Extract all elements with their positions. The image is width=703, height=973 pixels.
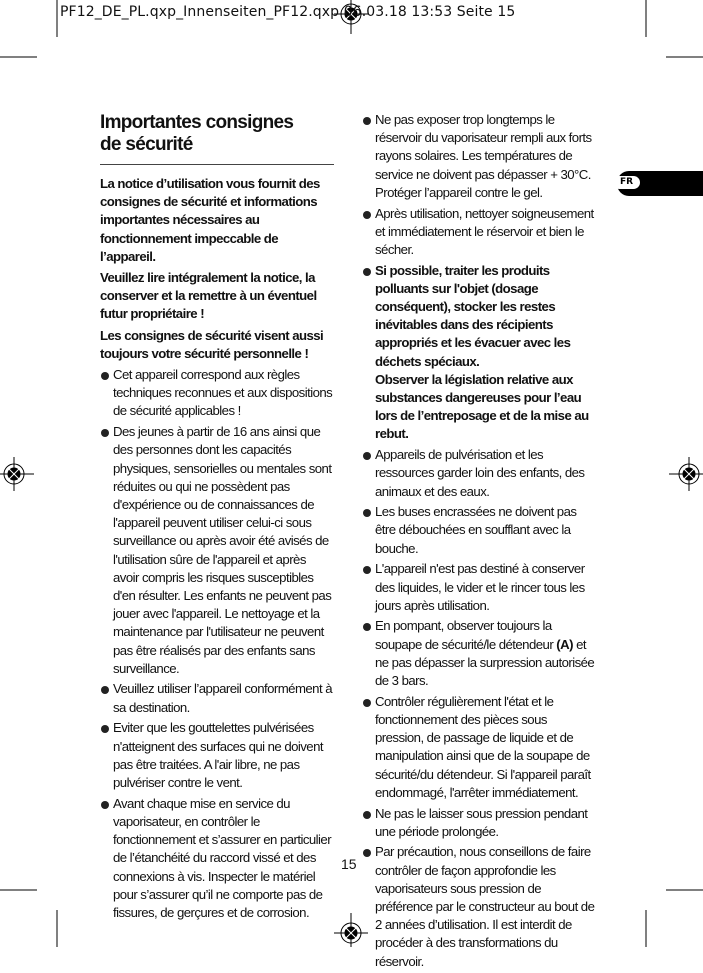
- safety-item: Par précaution, nous conseillons de faire contrôler de façon approfondie les vaporisateurs sous pression de préférence par le constructeur au bout de 2 années d’utilisation. Il est interdit de procéder à des transformations du réservoir.: [362, 843, 596, 970]
- safety-list-right: [362, 111, 596, 971]
- title-line-1: Importantes consignes: [100, 112, 294, 133]
- valve-text-before: En pompant, observer toujours la soupape de sécurité/le détendeur: [375, 618, 557, 652]
- intro-paragraph: La notice d’utilisation vous fournit des consignes de sécurité et informations importantes nécessaires au fonctionnement impeccable de l’appareil.: [100, 176, 320, 264]
- safety-item: Les buses encrassées ne doivent pas être débouchées en soufflant avec la bouche.: [362, 503, 596, 558]
- safety-item: Appareils de pulvérisation et les ressources garder loin des enfants, des animaux et des eaux.: [362, 446, 596, 501]
- print-header: PF12_DE_PL.qxp_Innenseiten_PF12.qxp 06.03.18 13:53 Seite 15: [60, 4, 516, 20]
- intro-paragraph: Les consignes de sécurité visent aussi toujours votre sécurité personnelle !: [100, 327, 324, 361]
- right-column: [362, 111, 596, 973]
- bold-item-main: Si possible, traiter les produits polluants sur l'objet (dosage conséquent), stocker les restes inévitables dans des récipients appropriés et les évacuer avec les déchets spéciaux.: [375, 262, 571, 369]
- safety-item: Contrôler régulièrement l'état et le fonctionnement des pièces sous pression, de passage de liquide et de manipulation ainsi que de la soupape de sécurité/du détendeur. Si l'appareil paraît endommagé, l'arrêter immédiatement.: [362, 693, 596, 802]
- safety-item: Veuillez utiliser l’appareil conformément à sa destination.: [100, 680, 334, 716]
- left-column: [100, 112, 334, 925]
- safety-item: L'appareil n'est pas destiné à conserver des liquides, le vider et le rincer tous les jours après utilisation.: [362, 560, 596, 615]
- intro-block: [100, 175, 334, 363]
- safety-item: Des jeunes à partir de 16 ans ainsi que des personnes dont les capacités physiques, sensorielles ou mentales sont réduites ou qui ne possèdent pas d'expérience ou de connaissances de l'appareil peuvent utiliser celui-ci sous surveillance ou après avoir été avisés de l'utilisation sûre de l'appareil et après avoir compris les risques susceptibles d'en résulter. Les enfants ne peuvent pas jouer avec l'appareil. Le nettoyage et la maintenance par l'utilisateur ne peuvent pas être réalisés par des enfants sans surveillance.: [100, 423, 334, 678]
- language-badge: FR: [613, 176, 640, 189]
- safety-item: Ne pas exposer trop longtemps le réservoir du vaporisateur rempli aux forts rayons solaires. Les températures de service ne doivent pas dépasser + 30°C. Protéger l’appareil contre le gel.: [362, 111, 596, 202]
- safety-item: Avant chaque mise en service du vaporisateur, en contrôler le fonctionnement et s’assurer en particulier de l’étanchéité du raccord vissé et des connexions à vis. Inspecter le matériel pour s’assurer qu’il ne comporte pas de fissures, de gerçures et de corrosion.: [100, 795, 334, 922]
- title-line-2: de sécurité: [100, 134, 193, 155]
- registration-mark-left: [0, 457, 34, 491]
- safety-item: Ne pas le laisser sous pression pendant une période prolongée.: [362, 805, 596, 841]
- bold-item-sub: Observer la législation relative aux substances dangereuses pour l’eau lors de l’entreposage et de la mise au rebut.: [375, 371, 589, 442]
- intro-paragraph: Veuillez lire intégralement la notice, la conserver et la remettre à un éventuel futur propriétaire !: [100, 270, 317, 322]
- valve-text-after: et ne pas dépasser la surpression autorisée de 3 bars.: [375, 636, 595, 689]
- safety-list-left: [100, 366, 334, 922]
- safety-item-bold: [362, 262, 596, 444]
- safety-item: Après utilisation, nettoyer soigneusement et immédiatement le réservoir et bien le sécher.: [362, 205, 596, 260]
- safety-item: Eviter que les gouttelettes pulvérisées n'atteignent des surfaces qui ne doivent pas être traitées. A l'air libre, ne pas pulvériser contre le vent.: [100, 719, 334, 792]
- registration-mark-right: [669, 457, 703, 491]
- safety-item: Cet appareil correspond aux règles techniques reconnues et aux dispositions de sécurité applicables !: [100, 366, 334, 421]
- valve-label: (A): [556, 636, 573, 652]
- safety-item-valve: [362, 617, 596, 690]
- section-title: [100, 112, 334, 165]
- page-number: 15: [341, 856, 357, 872]
